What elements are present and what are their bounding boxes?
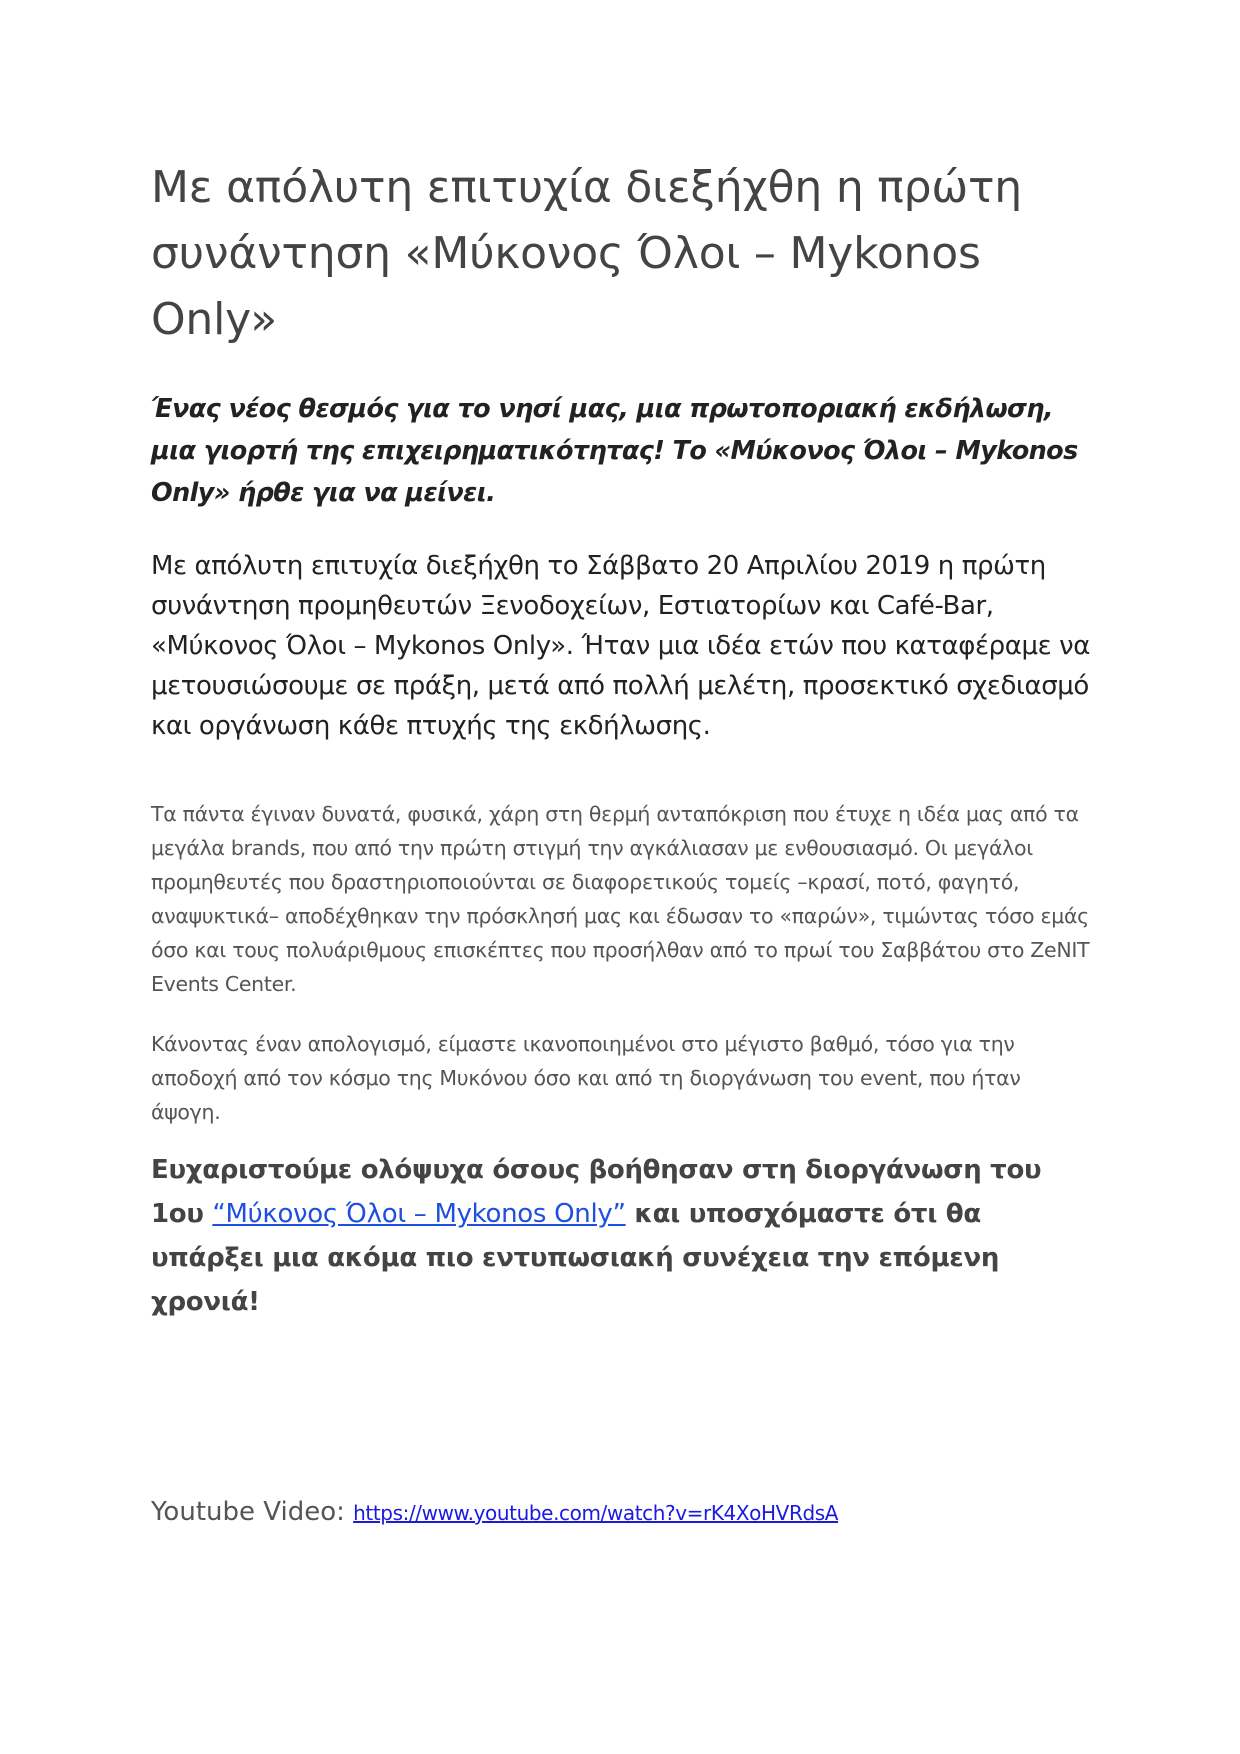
youtube-video-line [151, 1492, 1091, 1533]
body-paragraph-2: Κάνοντας έναν απολογισμό, είμαστε ικανοποιημένοι στο μέγιστο βαθμό, τόσο για την αποδοχή από τον κόσμο της Μυκόνου όσο και από τη διοργάνωση του event, που ήταν άψογη. [151, 1032, 1021, 1124]
article-subtitle: Ένας νέος θεσμός για το νησί μας, μια πρωτοποριακή εκδήλωση, μια γιορτή της επιχειρηματικότητας! Το «Μύκονος Όλοι – Mykonos Only» ήρθε για να μείνει. [151, 394, 1078, 508]
article-title-line-1: Με απόλυτη επιτυχία διεξήχθη η πρώτη [151, 162, 1022, 213]
article-title-line-2: συνάντηση «Μύκονος Όλοι – Mykonos Only» [151, 228, 981, 345]
thanks-text-end: και υποσχόμαστε ότι θα υπάρξει μια ακόμα πιο εντυπωσιακή συνέχεια την επόμενη χρονιά! [151, 1199, 1000, 1317]
body-paragraph-1: Τα πάντα έγιναν δυνατά, φυσικά, χάρη στη θερμή ανταπόκριση που έτυχε η ιδέα μας από τα μεγάλα brands, που από την πρώτη στιγμή την αγκάλιασαν με ενθουσιασμό. Οι μεγάλοι προμηθευτές που δραστηριοποιούνται σε διαφορετικούς τομείς –κρασί, ποτό, φαγητό, αναψυκτικά– αποδέχθηκαν την πρόσκλησή μας και έδωσαν το «παρών», τιμώντας τόσο εμάς όσο και τους πολυάριθμους επισκέπτες που προσήλθαν από το πρωί του Σαββάτου στο ZeNIT Events Center. [151, 802, 1090, 996]
thanks-text-start: Ευχαριστούμε ολόψυχα όσους βοήθησαν στη διοργάνωση του 1ου [151, 1155, 1042, 1229]
youtube-video-link[interactable]: https://www.youtube.com/watch?v=rK4XoHVRdsA [353, 1501, 839, 1525]
youtube-video-label: Youtube Video: [151, 1497, 354, 1527]
thanks-paragraph [151, 1148, 1091, 1324]
article-title [151, 155, 1091, 353]
lead-paragraph: Με απόλυτη επιτυχία διεξήχθη το Σάββατο 20 Απριλίου 2019 η πρώτη συνάντηση προμηθευτών Ξενοδοχείων, Εστιατορίων και Café-Bar, «Μύκονος Όλοι – Mykonos Only». Ήταν μια ιδέα ετών που καταφέραμε να μετουσιώσουμε σε πράξη, μετά από πολλή μελέτη, προσεκτικό σχεδιασμό και οργάνωση κάθε πτυχής της εκδήλωσης. [151, 551, 1090, 741]
mykonos-only-link[interactable]: “Μύκονος Όλοι – Mykonos Only” [212, 1199, 626, 1229]
